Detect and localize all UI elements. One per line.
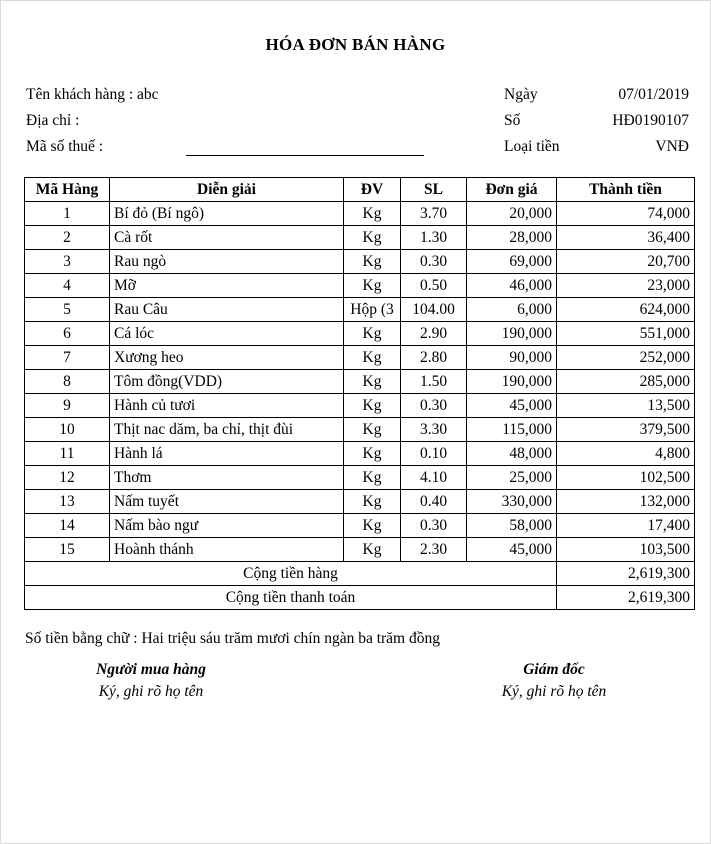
table-header-row bbox=[25, 178, 695, 202]
item-unit: Kg bbox=[344, 418, 401, 442]
subtotal-row bbox=[25, 562, 695, 586]
item-unit: Kg bbox=[344, 370, 401, 394]
item-code: 12 bbox=[25, 466, 110, 490]
item-code: 5 bbox=[25, 298, 110, 322]
item-amount: 551,000 bbox=[557, 322, 695, 346]
item-code: 4 bbox=[25, 274, 110, 298]
item-amount: 285,000 bbox=[557, 370, 695, 394]
item-quantity: 104.00 bbox=[401, 298, 467, 322]
item-unit-price: 25,000 bbox=[467, 466, 557, 490]
tax-code-line bbox=[186, 155, 424, 156]
item-quantity: 1.30 bbox=[401, 226, 467, 250]
header-amount: Thành tiền bbox=[557, 178, 695, 202]
item-amount: 102,500 bbox=[557, 466, 695, 490]
item-quantity: 2.30 bbox=[401, 538, 467, 562]
item-amount: 624,000 bbox=[557, 298, 695, 322]
item-quantity: 4.10 bbox=[401, 466, 467, 490]
director-note: Ký, ghi rõ họ tên bbox=[501, 683, 607, 700]
item-description: Rau Câu bbox=[110, 298, 344, 322]
currency-label: Loại tiền bbox=[504, 138, 560, 155]
item-unit-price: 115,000 bbox=[467, 418, 557, 442]
item-quantity: 0.30 bbox=[401, 250, 467, 274]
director-signature-block bbox=[474, 661, 634, 701]
item-amount: 379,500 bbox=[557, 418, 695, 442]
buyer-title: Người mua hàng bbox=[96, 661, 206, 678]
item-description: Thịt nac dăm, ba chỉ, thịt đùi bbox=[110, 418, 344, 442]
total-row bbox=[25, 586, 695, 610]
item-description: Thơm bbox=[110, 466, 344, 490]
table-row bbox=[25, 538, 695, 562]
item-unit-price: 46,000 bbox=[467, 274, 557, 298]
item-code: 15 bbox=[25, 538, 110, 562]
table-row bbox=[25, 442, 695, 466]
date-label: Ngày bbox=[504, 86, 538, 103]
amount-in-words: Số tiền bằng chữ : Hai triệu sáu trăm mươi chín ngàn ba trăm đồng bbox=[25, 630, 440, 647]
table-row bbox=[25, 418, 695, 442]
item-quantity: 1.50 bbox=[401, 370, 467, 394]
buyer-signature-block bbox=[71, 661, 231, 701]
table-row bbox=[25, 298, 695, 322]
item-code: 10 bbox=[25, 418, 110, 442]
item-code: 14 bbox=[25, 514, 110, 538]
item-amount: 13,500 bbox=[557, 394, 695, 418]
item-amount: 20,700 bbox=[557, 250, 695, 274]
item-code: 7 bbox=[25, 346, 110, 370]
date-value: 07/01/2019 bbox=[618, 86, 689, 103]
header-unit-price: Đơn giá bbox=[467, 178, 557, 202]
table-row bbox=[25, 514, 695, 538]
header-description: Diễn giải bbox=[110, 178, 344, 202]
table-row bbox=[25, 226, 695, 250]
item-unit: Kg bbox=[344, 226, 401, 250]
table-row bbox=[25, 322, 695, 346]
item-description: Bí đỏ (Bí ngô) bbox=[110, 202, 344, 226]
item-description: Hành củ tươi bbox=[110, 394, 344, 418]
item-description: Rau ngò bbox=[110, 250, 344, 274]
item-unit: Kg bbox=[344, 346, 401, 370]
invoice-number-value: HĐ0190107 bbox=[612, 112, 689, 129]
item-unit-price: 6,000 bbox=[467, 298, 557, 322]
director-title: Giám đốc bbox=[523, 661, 585, 678]
item-code: 6 bbox=[25, 322, 110, 346]
item-unit-price: 190,000 bbox=[467, 322, 557, 346]
item-description: Hành lá bbox=[110, 442, 344, 466]
item-amount: 4,800 bbox=[557, 442, 695, 466]
item-quantity: 3.70 bbox=[401, 202, 467, 226]
table-row bbox=[25, 370, 695, 394]
item-unit: Kg bbox=[344, 466, 401, 490]
customer-address: Địa chỉ : bbox=[26, 112, 80, 129]
item-description: Mỡ bbox=[110, 274, 344, 298]
table-row bbox=[25, 394, 695, 418]
item-quantity: 0.50 bbox=[401, 274, 467, 298]
item-unit: Kg bbox=[344, 490, 401, 514]
table-row bbox=[25, 202, 695, 226]
customer-tax-code: Mã số thuế : bbox=[26, 138, 104, 155]
item-quantity: 0.40 bbox=[401, 490, 467, 514]
item-code: 11 bbox=[25, 442, 110, 466]
currency-value: VNĐ bbox=[655, 138, 689, 155]
header-quantity: SL bbox=[401, 178, 467, 202]
item-unit: Kg bbox=[344, 442, 401, 466]
item-quantity: 2.80 bbox=[401, 346, 467, 370]
item-code: 9 bbox=[25, 394, 110, 418]
header-unit: ĐV bbox=[344, 178, 401, 202]
item-unit-price: 69,000 bbox=[467, 250, 557, 274]
item-unit: Kg bbox=[344, 538, 401, 562]
item-description: Nấm tuyết bbox=[110, 490, 344, 514]
item-amount: 252,000 bbox=[557, 346, 695, 370]
customer-name: Tên khách hàng : abc bbox=[26, 86, 159, 103]
item-description: Nấm bào ngư bbox=[110, 514, 344, 538]
invoice-number-label: Số bbox=[504, 112, 521, 129]
item-unit: Kg bbox=[344, 202, 401, 226]
header-item-code: Mã Hàng bbox=[25, 178, 110, 202]
item-unit-price: 58,000 bbox=[467, 514, 557, 538]
item-description: Cá lóc bbox=[110, 322, 344, 346]
item-code: 3 bbox=[25, 250, 110, 274]
item-amount: 36,400 bbox=[557, 226, 695, 250]
item-amount: 23,000 bbox=[557, 274, 695, 298]
item-unit-price: 20,000 bbox=[467, 202, 557, 226]
item-amount: 103,500 bbox=[557, 538, 695, 562]
item-quantity: 3.30 bbox=[401, 418, 467, 442]
table-row bbox=[25, 250, 695, 274]
item-quantity: 2.90 bbox=[401, 322, 467, 346]
item-unit-price: 330,000 bbox=[467, 490, 557, 514]
item-unit: Kg bbox=[344, 250, 401, 274]
subtotal-value: 2,619,300 bbox=[557, 562, 695, 586]
subtotal-label: Cộng tiền hàng bbox=[25, 562, 557, 586]
item-unit: Kg bbox=[344, 322, 401, 346]
items-table bbox=[24, 177, 695, 610]
item-unit-price: 190,000 bbox=[467, 370, 557, 394]
item-amount: 132,000 bbox=[557, 490, 695, 514]
item-description: Cà rốt bbox=[110, 226, 344, 250]
item-quantity: 0.10 bbox=[401, 442, 467, 466]
item-code: 13 bbox=[25, 490, 110, 514]
item-code: 8 bbox=[25, 370, 110, 394]
item-unit-price: 45,000 bbox=[467, 538, 557, 562]
item-unit-price: 45,000 bbox=[467, 394, 557, 418]
item-unit-price: 90,000 bbox=[467, 346, 557, 370]
item-amount: 17,400 bbox=[557, 514, 695, 538]
item-code: 2 bbox=[25, 226, 110, 250]
item-description: Hoành thánh bbox=[110, 538, 344, 562]
table-row bbox=[25, 346, 695, 370]
item-unit: Hộp (3 bbox=[344, 298, 401, 322]
item-unit: Kg bbox=[344, 394, 401, 418]
total-label: Cộng tiền thanh toán bbox=[25, 586, 557, 610]
item-quantity: 0.30 bbox=[401, 394, 467, 418]
item-description: Xương heo bbox=[110, 346, 344, 370]
table-row bbox=[25, 274, 695, 298]
item-description: Tôm đồng(VDD) bbox=[110, 370, 344, 394]
invoice-title: HÓA ĐƠN BÁN HÀNG bbox=[265, 35, 446, 54]
item-code: 1 bbox=[25, 202, 110, 226]
item-unit-price: 28,000 bbox=[467, 226, 557, 250]
table-body bbox=[25, 202, 695, 562]
buyer-note: Ký, ghi rõ họ tên bbox=[98, 683, 204, 700]
table-row bbox=[25, 466, 695, 490]
item-unit-price: 48,000 bbox=[467, 442, 557, 466]
item-unit: Kg bbox=[344, 274, 401, 298]
item-amount: 74,000 bbox=[557, 202, 695, 226]
item-unit: Kg bbox=[344, 514, 401, 538]
item-quantity: 0.30 bbox=[401, 514, 467, 538]
table-row bbox=[25, 490, 695, 514]
total-value: 2,619,300 bbox=[557, 586, 695, 610]
